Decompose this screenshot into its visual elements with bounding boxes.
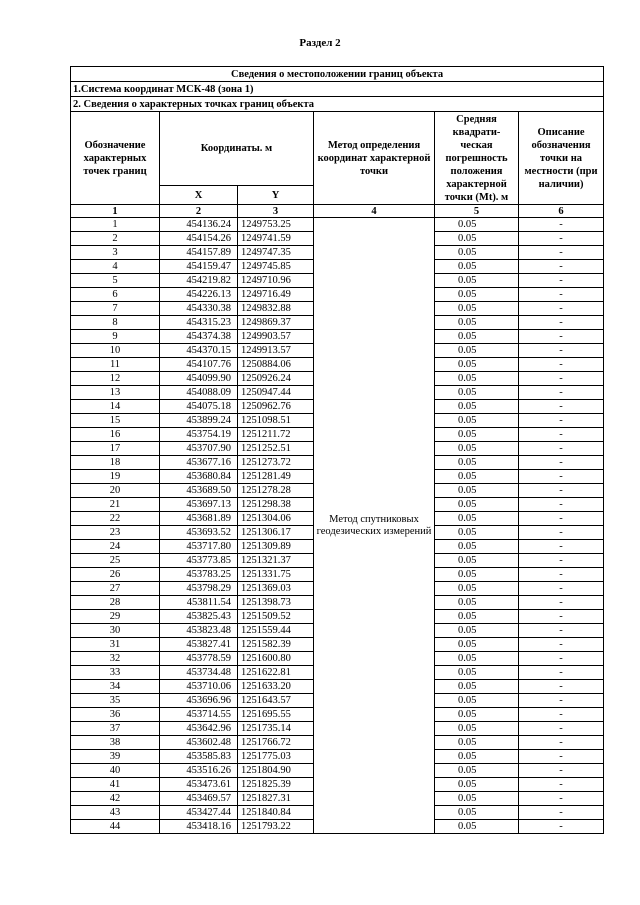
y-coordinate-cell: 1251298.38 [238,498,314,512]
description-cell: - [519,694,604,708]
x-coordinate-cell: 453585.83 [160,750,238,764]
y-coordinate-cell: 1250884.06 [238,358,314,372]
point-number-cell: 22 [71,512,160,526]
x-coordinate-cell: 454374.38 [160,330,238,344]
description-cell: - [519,680,604,694]
point-number-cell: 20 [71,484,160,498]
error-cell: 0.05 [435,498,519,512]
description-cell: - [519,820,604,834]
x-coordinate-cell: 453696.96 [160,694,238,708]
description-cell: - [519,456,604,470]
y-coordinate-cell: 1250947.44 [238,386,314,400]
x-coordinate-cell: 453469.57 [160,792,238,806]
x-coordinate-cell: 453418.16 [160,820,238,834]
error-cell: 0.05 [435,288,519,302]
x-coordinate-cell: 453825.43 [160,610,238,624]
y-coordinate-cell: 1251622.81 [238,666,314,680]
description-cell: - [519,260,604,274]
x-coordinate-cell: 453899.24 [160,414,238,428]
x-coordinate-cell: 454226.13 [160,288,238,302]
point-number-cell: 13 [71,386,160,400]
description-cell: - [519,652,604,666]
x-coordinate-cell: 453680.84 [160,470,238,484]
point-number-cell: 23 [71,526,160,540]
y-coordinate-cell: 1251559.44 [238,624,314,638]
error-cell: 0.05 [435,260,519,274]
description-cell: - [519,568,604,582]
point-number-cell: 31 [71,638,160,652]
description-cell: - [519,302,604,316]
point-number-cell: 32 [71,652,160,666]
x-coordinate-cell: 453707.90 [160,442,238,456]
point-number-cell: 39 [71,750,160,764]
x-coordinate-cell: 453734.48 [160,666,238,680]
description-cell: - [519,344,604,358]
description-cell: - [519,428,604,442]
y-coordinate-cell: 1251321.37 [238,554,314,568]
method-cell: Метод спутниковых геодезических измерений [314,218,435,834]
y-coordinate-cell: 1251281.49 [238,470,314,484]
x-coordinate-cell: 454088.09 [160,386,238,400]
error-cell: 0.05 [435,218,519,232]
point-number-cell: 6 [71,288,160,302]
y-coordinate-cell: 1251273.72 [238,456,314,470]
header-x: X [160,186,238,205]
x-coordinate-cell: 453602.48 [160,736,238,750]
description-cell: - [519,498,604,512]
description-cell: - [519,806,604,820]
x-coordinate-cell: 454330.38 [160,302,238,316]
error-cell: 0.05 [435,246,519,260]
column-number: 4 [314,205,435,218]
y-coordinate-cell: 1249869.37 [238,316,314,330]
table-body [71,218,604,834]
error-cell: 0.05 [435,666,519,680]
description-cell: - [519,554,604,568]
y-coordinate-cell: 1250962.76 [238,400,314,414]
description-cell: - [519,708,604,722]
point-number-cell: 34 [71,680,160,694]
point-number-cell: 26 [71,568,160,582]
point-number-cell: 35 [71,694,160,708]
description-cell: - [519,316,604,330]
y-coordinate-cell: 1251309.89 [238,540,314,554]
column-number: 2 [160,205,238,218]
error-cell: 0.05 [435,274,519,288]
section-title: Раздел 2 [299,37,341,49]
y-coordinate-cell: 1249753.25 [238,218,314,232]
description-cell: - [519,274,604,288]
description-cell: - [519,764,604,778]
error-cell: 0.05 [435,582,519,596]
error-cell: 0.05 [435,792,519,806]
x-coordinate-cell: 453516.26 [160,764,238,778]
error-cell: 0.05 [435,358,519,372]
y-coordinate-cell: 1251304.06 [238,512,314,526]
column-number: 5 [435,205,519,218]
point-number-cell: 11 [71,358,160,372]
y-coordinate-cell: 1251369.03 [238,582,314,596]
description-cell: - [519,610,604,624]
table-title: Сведения о местоположении границ объекта [71,67,604,82]
column-number: 6 [519,205,604,218]
y-coordinate-cell: 1251695.55 [238,708,314,722]
error-cell: 0.05 [435,442,519,456]
y-coordinate-cell: 1249745.85 [238,260,314,274]
point-number-cell: 44 [71,820,160,834]
error-cell: 0.05 [435,428,519,442]
description-cell: - [519,638,604,652]
y-coordinate-cell: 1249913.57 [238,344,314,358]
x-coordinate-cell: 454159.47 [160,260,238,274]
error-cell: 0.05 [435,680,519,694]
error-cell: 0.05 [435,750,519,764]
point-number-cell: 42 [71,792,160,806]
error-cell: 0.05 [435,652,519,666]
x-coordinate-cell: 453798.29 [160,582,238,596]
point-number-cell: 36 [71,708,160,722]
description-cell: - [519,218,604,232]
error-cell: 0.05 [435,708,519,722]
y-coordinate-cell: 1251306.17 [238,526,314,540]
description-cell: - [519,526,604,540]
error-cell: 0.05 [435,330,519,344]
error-cell: 0.05 [435,526,519,540]
y-coordinate-cell: 1251827.31 [238,792,314,806]
description-cell: - [519,750,604,764]
error-cell: 0.05 [435,344,519,358]
description-cell: - [519,288,604,302]
description-cell: - [519,512,604,526]
point-number-cell: 40 [71,764,160,778]
y-coordinate-cell: 1251509.52 [238,610,314,624]
error-cell: 0.05 [435,232,519,246]
error-cell: 0.05 [435,456,519,470]
y-coordinate-cell: 1251793.22 [238,820,314,834]
description-cell: - [519,596,604,610]
header-error: Средняя квадрати-ческая погрешность положения характерной точки (Mt). м [435,112,519,205]
x-coordinate-cell: 453427.44 [160,806,238,820]
x-coordinate-cell: 453811.54 [160,596,238,610]
x-coordinate-cell: 453783.25 [160,568,238,582]
y-coordinate-cell: 1251633.20 [238,680,314,694]
y-coordinate-cell: 1251278.28 [238,484,314,498]
description-cell: - [519,778,604,792]
x-coordinate-cell: 453710.06 [160,680,238,694]
description-cell: - [519,736,604,750]
y-coordinate-cell: 1249716.49 [238,288,314,302]
point-number-cell: 17 [71,442,160,456]
error-cell: 0.05 [435,638,519,652]
x-coordinate-cell: 453689.50 [160,484,238,498]
y-coordinate-cell: 1251600.80 [238,652,314,666]
x-coordinate-cell: 453778.59 [160,652,238,666]
x-coordinate-cell: 453714.55 [160,708,238,722]
column-numbers-row [71,205,604,218]
y-coordinate-cell: 1251840.84 [238,806,314,820]
point-number-cell: 7 [71,302,160,316]
error-cell: 0.05 [435,400,519,414]
error-cell: 0.05 [435,414,519,428]
error-cell: 0.05 [435,386,519,400]
error-cell: 0.05 [435,610,519,624]
y-coordinate-cell: 1249710.96 [238,274,314,288]
description-cell: - [519,372,604,386]
y-coordinate-cell: 1251211.72 [238,428,314,442]
x-coordinate-cell: 453717.80 [160,540,238,554]
boundary-points-table [70,66,604,834]
x-coordinate-cell: 454315.23 [160,316,238,330]
description-cell: - [519,442,604,456]
x-coordinate-cell: 454107.76 [160,358,238,372]
point-number-cell: 9 [71,330,160,344]
y-coordinate-cell: 1251766.72 [238,736,314,750]
error-cell: 0.05 [435,568,519,582]
point-number-cell: 24 [71,540,160,554]
x-coordinate-cell: 454157.89 [160,246,238,260]
point-number-cell: 10 [71,344,160,358]
x-coordinate-cell: 453693.52 [160,526,238,540]
point-number-cell: 37 [71,722,160,736]
point-number-cell: 5 [71,274,160,288]
error-cell: 0.05 [435,372,519,386]
point-number-cell: 43 [71,806,160,820]
y-coordinate-cell: 1250926.24 [238,372,314,386]
description-cell: - [519,358,604,372]
column-number: 1 [71,205,160,218]
description-cell: - [519,232,604,246]
x-coordinate-cell: 453754.19 [160,428,238,442]
y-coordinate-cell: 1251398.73 [238,596,314,610]
header-coordinates: Координаты. м [160,112,314,186]
header-description: Описание обозначения точки на местности (при наличии) [519,112,604,205]
description-cell: - [519,582,604,596]
description-cell: - [519,722,604,736]
y-coordinate-cell: 1249747.35 [238,246,314,260]
description-cell: - [519,540,604,554]
header-method: Метод определения координат характерной точки [314,112,435,205]
x-coordinate-cell: 454154.26 [160,232,238,246]
error-cell: 0.05 [435,736,519,750]
point-number-cell: 29 [71,610,160,624]
point-number-cell: 38 [71,736,160,750]
point-number-cell: 12 [71,372,160,386]
point-number-cell: 14 [71,400,160,414]
x-coordinate-cell: 454099.90 [160,372,238,386]
x-coordinate-cell: 453773.85 [160,554,238,568]
point-number-cell: 1 [71,218,160,232]
error-cell: 0.05 [435,820,519,834]
error-cell: 0.05 [435,694,519,708]
description-cell: - [519,414,604,428]
description-cell: - [519,792,604,806]
point-number-cell: 33 [71,666,160,680]
description-cell: - [519,400,604,414]
x-coordinate-cell: 453681.89 [160,512,238,526]
x-coordinate-cell: 454136.24 [160,218,238,232]
y-coordinate-cell: 1249741.59 [238,232,314,246]
y-coordinate-cell: 1251331.75 [238,568,314,582]
error-cell: 0.05 [435,540,519,554]
y-coordinate-cell: 1251098.51 [238,414,314,428]
error-cell: 0.05 [435,624,519,638]
point-number-cell: 3 [71,246,160,260]
x-coordinate-cell: 453642.96 [160,722,238,736]
point-number-cell: 18 [71,456,160,470]
x-coordinate-cell: 453473.61 [160,778,238,792]
description-cell: - [519,246,604,260]
description-cell: - [519,330,604,344]
point-number-cell: 16 [71,428,160,442]
table-row [71,218,604,232]
y-coordinate-cell: 1251825.39 [238,778,314,792]
column-number: 3 [238,205,314,218]
point-number-cell: 2 [71,232,160,246]
description-cell: - [519,624,604,638]
point-number-cell: 28 [71,596,160,610]
error-cell: 0.05 [435,778,519,792]
error-cell: 0.05 [435,554,519,568]
error-cell: 0.05 [435,722,519,736]
y-coordinate-cell: 1251252.51 [238,442,314,456]
error-cell: 0.05 [435,596,519,610]
point-number-cell: 21 [71,498,160,512]
y-coordinate-cell: 1249832.88 [238,302,314,316]
point-number-cell: 41 [71,778,160,792]
point-number-cell: 15 [71,414,160,428]
x-coordinate-cell: 453697.13 [160,498,238,512]
error-cell: 0.05 [435,484,519,498]
x-coordinate-cell: 454370.15 [160,344,238,358]
point-number-cell: 4 [71,260,160,274]
y-coordinate-cell: 1251582.39 [238,638,314,652]
point-number-cell: 27 [71,582,160,596]
error-cell: 0.05 [435,764,519,778]
error-cell: 0.05 [435,316,519,330]
error-cell: 0.05 [435,302,519,316]
description-cell: - [519,386,604,400]
x-coordinate-cell: 453823.48 [160,624,238,638]
error-cell: 0.05 [435,806,519,820]
coordinate-system: 1.Система координат МСК-48 (зона 1) [71,82,604,97]
error-cell: 0.05 [435,470,519,484]
y-coordinate-cell: 1251775.03 [238,750,314,764]
header-point-designation: Обозначение характерных точек границ [71,112,160,205]
x-coordinate-cell: 454075.18 [160,400,238,414]
point-number-cell: 25 [71,554,160,568]
x-coordinate-cell: 453827.41 [160,638,238,652]
description-cell: - [519,484,604,498]
y-coordinate-cell: 1251643.57 [238,694,314,708]
point-number-cell: 19 [71,470,160,484]
error-cell: 0.05 [435,512,519,526]
y-coordinate-cell: 1251735.14 [238,722,314,736]
y-coordinate-cell: 1251804.90 [238,764,314,778]
y-coordinate-cell: 1249903.57 [238,330,314,344]
point-number-cell: 30 [71,624,160,638]
header-y: Y [238,186,314,205]
x-coordinate-cell: 453677.16 [160,456,238,470]
x-coordinate-cell: 454219.82 [160,274,238,288]
point-number-cell: 8 [71,316,160,330]
description-cell: - [519,470,604,484]
description-cell: - [519,666,604,680]
points-heading: 2. Сведения о характерных точках границ объекта [71,97,604,112]
